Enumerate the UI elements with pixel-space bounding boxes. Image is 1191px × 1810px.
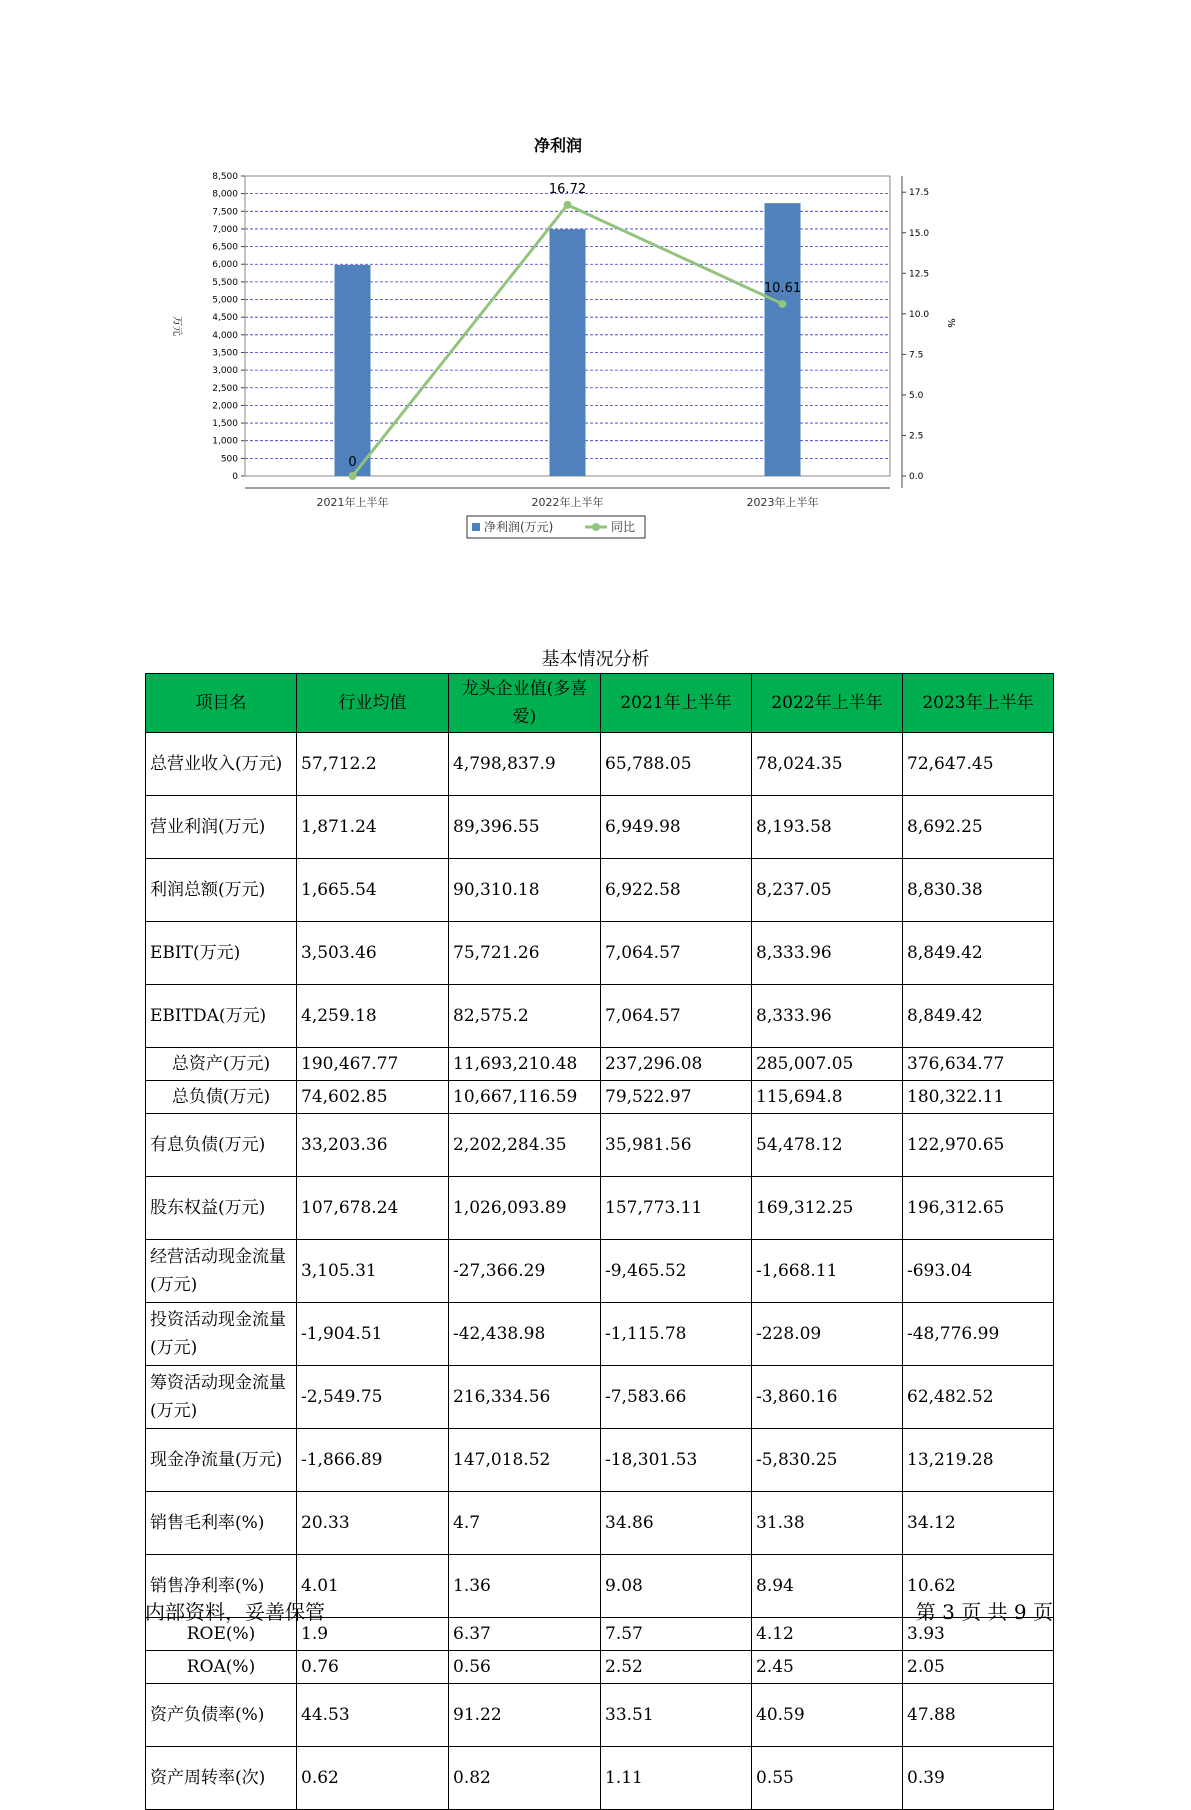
table-cell: 8,333.96 <box>752 985 903 1048</box>
table-row <box>146 1240 1054 1303</box>
table-cell: 2.52 <box>601 1651 752 1684</box>
table-cell: 147,018.52 <box>449 1429 601 1492</box>
table-cell: 31.38 <box>752 1492 903 1555</box>
table-row <box>146 796 1054 859</box>
left-axis-tick-label: 5,500 <box>212 277 238 288</box>
table-cell: 75,721.26 <box>449 922 601 985</box>
table-cell: 107,678.24 <box>297 1177 449 1240</box>
table-cell: 2.05 <box>903 1651 1054 1684</box>
table-cell: -18,301.53 <box>601 1429 752 1492</box>
table-cell: 196,312.65 <box>903 1177 1054 1240</box>
left-axis-tick-label: 7,000 <box>212 224 238 235</box>
table-cell: 78,024.35 <box>752 733 903 796</box>
table-row <box>146 1492 1054 1555</box>
table-cell: 34.86 <box>601 1492 752 1555</box>
table-cell: 11,693,210.48 <box>449 1048 601 1081</box>
data-label-yoy: 10.61 <box>763 280 802 296</box>
basic-analysis-table <box>145 673 1054 1810</box>
table-cell: 1.11 <box>601 1747 752 1810</box>
table-row <box>146 1366 1054 1429</box>
table-cell: 2.45 <box>752 1651 903 1684</box>
table-cell: 7,064.57 <box>601 985 752 1048</box>
row-label: 总资产(万元) <box>146 1048 297 1081</box>
table-cell: 79,522.97 <box>601 1081 752 1114</box>
table-cell: -1,115.78 <box>601 1303 752 1366</box>
table-cell: 8,237.05 <box>752 859 903 922</box>
row-label: 资产负债率(%) <box>146 1684 297 1747</box>
right-axis-tick-label: 0.0 <box>909 472 924 482</box>
legend-swatch-bar <box>472 523 480 531</box>
table-cell: 10.62 <box>903 1555 1054 1618</box>
table-row <box>146 733 1054 796</box>
table-cell: 90,310.18 <box>449 859 601 922</box>
row-label: 资产周转率(次) <box>146 1747 297 1810</box>
table-cell: -228.09 <box>752 1303 903 1366</box>
table-row <box>146 1303 1054 1366</box>
table-cell: -42,438.98 <box>449 1303 601 1366</box>
table-cell: 115,694.8 <box>752 1081 903 1114</box>
table-row <box>146 859 1054 922</box>
right-axis-tick-label: 12.5 <box>909 269 930 280</box>
table-cell: 47.88 <box>903 1684 1054 1747</box>
bar-net-profit <box>335 265 371 476</box>
table-cell: 285,007.05 <box>752 1048 903 1081</box>
table-cell: 4,798,837.9 <box>449 733 601 796</box>
table-cell: 54,478.12 <box>752 1114 903 1177</box>
table-cell: 3,105.31 <box>297 1240 449 1303</box>
left-axis-tick-label: 3,500 <box>212 348 238 359</box>
table-cell: -48,776.99 <box>903 1303 1054 1366</box>
table-cell: 9.08 <box>601 1555 752 1618</box>
row-label: 销售毛利率(%) <box>146 1492 297 1555</box>
left-axis-tick-label: 500 <box>220 454 238 465</box>
data-label-yoy: 16.72 <box>548 181 587 197</box>
table-cell: 4,259.18 <box>297 985 449 1048</box>
table-cell: 10,667,116.59 <box>449 1081 601 1114</box>
line-point-yoy <box>779 300 787 308</box>
row-label: 总营业收入(万元) <box>146 733 297 796</box>
row-label: 销售净利率(%) <box>146 1555 297 1618</box>
left-axis-tick-label: 1,500 <box>212 419 238 430</box>
footer-page-number: 第 3 页 共 9 页 <box>915 1600 1053 1624</box>
table-cell: 8,849.42 <box>903 922 1054 985</box>
x-axis-tick-label: 2023年上半年 <box>746 496 819 509</box>
table-row <box>146 1747 1054 1810</box>
table-title: 基本情况分析 <box>541 649 650 670</box>
table-cell: 237,296.08 <box>601 1048 752 1081</box>
table-cell: 8,692.25 <box>903 796 1054 859</box>
left-axis-tick-label: 4,000 <box>212 330 238 341</box>
column-header: 2022年上半年 <box>752 674 903 733</box>
table-cell: 13,219.28 <box>903 1429 1054 1492</box>
table-cell: 57,712.2 <box>297 733 449 796</box>
bar-net-profit <box>765 203 801 476</box>
left-axis-tick-label: 6,500 <box>212 242 238 253</box>
table-cell: -2,549.75 <box>297 1366 449 1429</box>
data-label-yoy: 0 <box>348 455 357 470</box>
right-axis-tick-label: 15.0 <box>909 228 930 239</box>
table-header-row <box>146 674 1054 733</box>
row-label: 营业利润(万元) <box>146 796 297 859</box>
table-cell: 91.22 <box>449 1684 601 1747</box>
table-cell: 6,922.58 <box>601 859 752 922</box>
table-cell: 7,064.57 <box>601 922 752 985</box>
table-cell: 190,467.77 <box>297 1048 449 1081</box>
row-label: 总负债(万元) <box>146 1081 297 1114</box>
column-header: 龙头企业值(多喜爱) <box>449 674 601 733</box>
table-cell: 180,322.11 <box>903 1081 1054 1114</box>
table-cell: 376,634.77 <box>903 1048 1054 1081</box>
table-cell: -1,668.11 <box>752 1240 903 1303</box>
row-label: 有息负债(万元) <box>146 1114 297 1177</box>
row-label: 投资活动现金流量(万元) <box>146 1303 297 1366</box>
table-row <box>146 1114 1054 1177</box>
left-axis-tick-label: 8,000 <box>212 189 238 200</box>
table-cell: 2,202,284.35 <box>449 1114 601 1177</box>
table-cell: -7,583.66 <box>601 1366 752 1429</box>
right-axis-title: % <box>945 318 956 328</box>
chart-title: 净利润 <box>533 136 583 155</box>
table-cell: 1.9 <box>297 1618 449 1651</box>
row-label: 经营活动现金流量(万元) <box>146 1240 297 1303</box>
left-axis-title: 万元 <box>171 316 182 336</box>
table-cell: -27,366.29 <box>449 1240 601 1303</box>
table-cell: 8,849.42 <box>903 985 1054 1048</box>
left-axis-tick-label: 5,000 <box>212 295 238 306</box>
table-cell: 0.82 <box>449 1747 601 1810</box>
legend-label-line: 同比 <box>611 520 636 534</box>
line-point-yoy <box>564 201 572 209</box>
x-axis-tick-label: 2022年上半年 <box>531 496 604 509</box>
x-axis-tick-label: 2021年上半年 <box>316 496 389 509</box>
table-cell: 0.55 <box>752 1747 903 1810</box>
row-label: ROE(%) <box>146 1618 297 1651</box>
row-label: 筹资活动现金流量(万元) <box>146 1366 297 1429</box>
table-cell: -3,860.16 <box>752 1366 903 1429</box>
table-cell: 4.12 <box>752 1618 903 1651</box>
right-axis-tick-label: 5.0 <box>909 390 924 401</box>
table-cell: 44.53 <box>297 1684 449 1747</box>
table-cell: -5,830.25 <box>752 1429 903 1492</box>
table-row <box>146 1651 1054 1684</box>
left-axis-tick-label: 0 <box>232 472 238 482</box>
table-cell: 20.33 <box>297 1492 449 1555</box>
row-label: EBITDA(万元) <box>146 985 297 1048</box>
left-axis-tick-label: 2,500 <box>212 383 238 394</box>
table-cell: 33,203.36 <box>297 1114 449 1177</box>
table-cell: 169,312.25 <box>752 1177 903 1240</box>
table-cell: 74,602.85 <box>297 1081 449 1114</box>
left-axis-tick-label: 8,500 <box>212 172 238 182</box>
table-cell: 0.56 <box>449 1651 601 1684</box>
left-axis-tick-label: 2,000 <box>212 401 238 412</box>
table-cell: 65,788.05 <box>601 733 752 796</box>
legend-swatch-marker <box>592 523 600 531</box>
table-cell: -693.04 <box>903 1240 1054 1303</box>
table-cell: -1,866.89 <box>297 1429 449 1492</box>
right-axis-tick-label: 17.5 <box>909 188 930 199</box>
legend-label-bar: 净利润(万元) <box>484 520 554 534</box>
line-point-yoy <box>349 472 357 480</box>
table-cell: 3.93 <box>903 1618 1054 1651</box>
table-cell: 34.12 <box>903 1492 1054 1555</box>
left-axis-tick-label: 1,000 <box>212 436 238 447</box>
table-row <box>146 1048 1054 1081</box>
table-cell: 89,396.55 <box>449 796 601 859</box>
table-cell: 1,871.24 <box>297 796 449 859</box>
table-cell: 7.57 <box>601 1618 752 1651</box>
row-label: EBIT(万元) <box>146 922 297 985</box>
row-label: 现金净流量(万元) <box>146 1429 297 1492</box>
table-cell: 3,503.46 <box>297 922 449 985</box>
table-cell: 8.94 <box>752 1555 903 1618</box>
table-row <box>146 1081 1054 1114</box>
net-profit-chart <box>160 130 1020 600</box>
table-cell: 4.7 <box>449 1492 601 1555</box>
table-row <box>146 1684 1054 1747</box>
table-cell: 8,193.58 <box>752 796 903 859</box>
right-axis-tick-label: 7.5 <box>909 350 924 361</box>
table-cell: 122,970.65 <box>903 1114 1054 1177</box>
table-cell: 8,333.96 <box>752 922 903 985</box>
left-axis-tick-label: 3,000 <box>212 366 238 377</box>
table-row <box>146 985 1054 1048</box>
row-label: 利润总额(万元) <box>146 859 297 922</box>
column-header: 2023年上半年 <box>903 674 1054 733</box>
left-axis-tick-label: 7,500 <box>212 207 238 218</box>
table-cell: 72,647.45 <box>903 733 1054 796</box>
bar-net-profit <box>550 229 586 476</box>
table-cell: 1.36 <box>449 1555 601 1618</box>
row-label: 股东权益(万元) <box>146 1177 297 1240</box>
table-cell: 82,575.2 <box>449 985 601 1048</box>
footer-confidential: 内部资料，妥善保管 <box>145 1600 325 1624</box>
table-cell: 0.39 <box>903 1747 1054 1810</box>
table-cell: 40.59 <box>752 1684 903 1747</box>
table-cell: 62,482.52 <box>903 1366 1054 1429</box>
right-axis-tick-label: 10.0 <box>909 309 930 320</box>
table-cell: -1,904.51 <box>297 1303 449 1366</box>
left-axis-tick-label: 6,000 <box>212 260 238 271</box>
table-cell: 8,830.38 <box>903 859 1054 922</box>
table-cell: 216,334.56 <box>449 1366 601 1429</box>
table-cell: -9,465.52 <box>601 1240 752 1303</box>
table-cell: 33.51 <box>601 1684 752 1747</box>
table-row <box>146 1177 1054 1240</box>
left-axis-tick-label: 4,500 <box>212 313 238 324</box>
table-cell: 35,981.56 <box>601 1114 752 1177</box>
column-header: 行业均值 <box>297 674 449 733</box>
table-cell: 1,665.54 <box>297 859 449 922</box>
table-cell: 0.76 <box>297 1651 449 1684</box>
table-cell: 4.01 <box>297 1555 449 1618</box>
right-axis-tick-label: 2.5 <box>909 431 924 442</box>
row-label: ROA(%) <box>146 1651 297 1684</box>
column-header: 2021年上半年 <box>601 674 752 733</box>
table-cell: 1,026,093.89 <box>449 1177 601 1240</box>
table-cell: 0.62 <box>297 1747 449 1810</box>
table-cell: 6,949.98 <box>601 796 752 859</box>
table-row <box>146 922 1054 985</box>
table-cell: 157,773.11 <box>601 1177 752 1240</box>
table-cell: 6.37 <box>449 1618 601 1651</box>
table-row <box>146 1429 1054 1492</box>
column-header: 项目名 <box>146 674 297 733</box>
